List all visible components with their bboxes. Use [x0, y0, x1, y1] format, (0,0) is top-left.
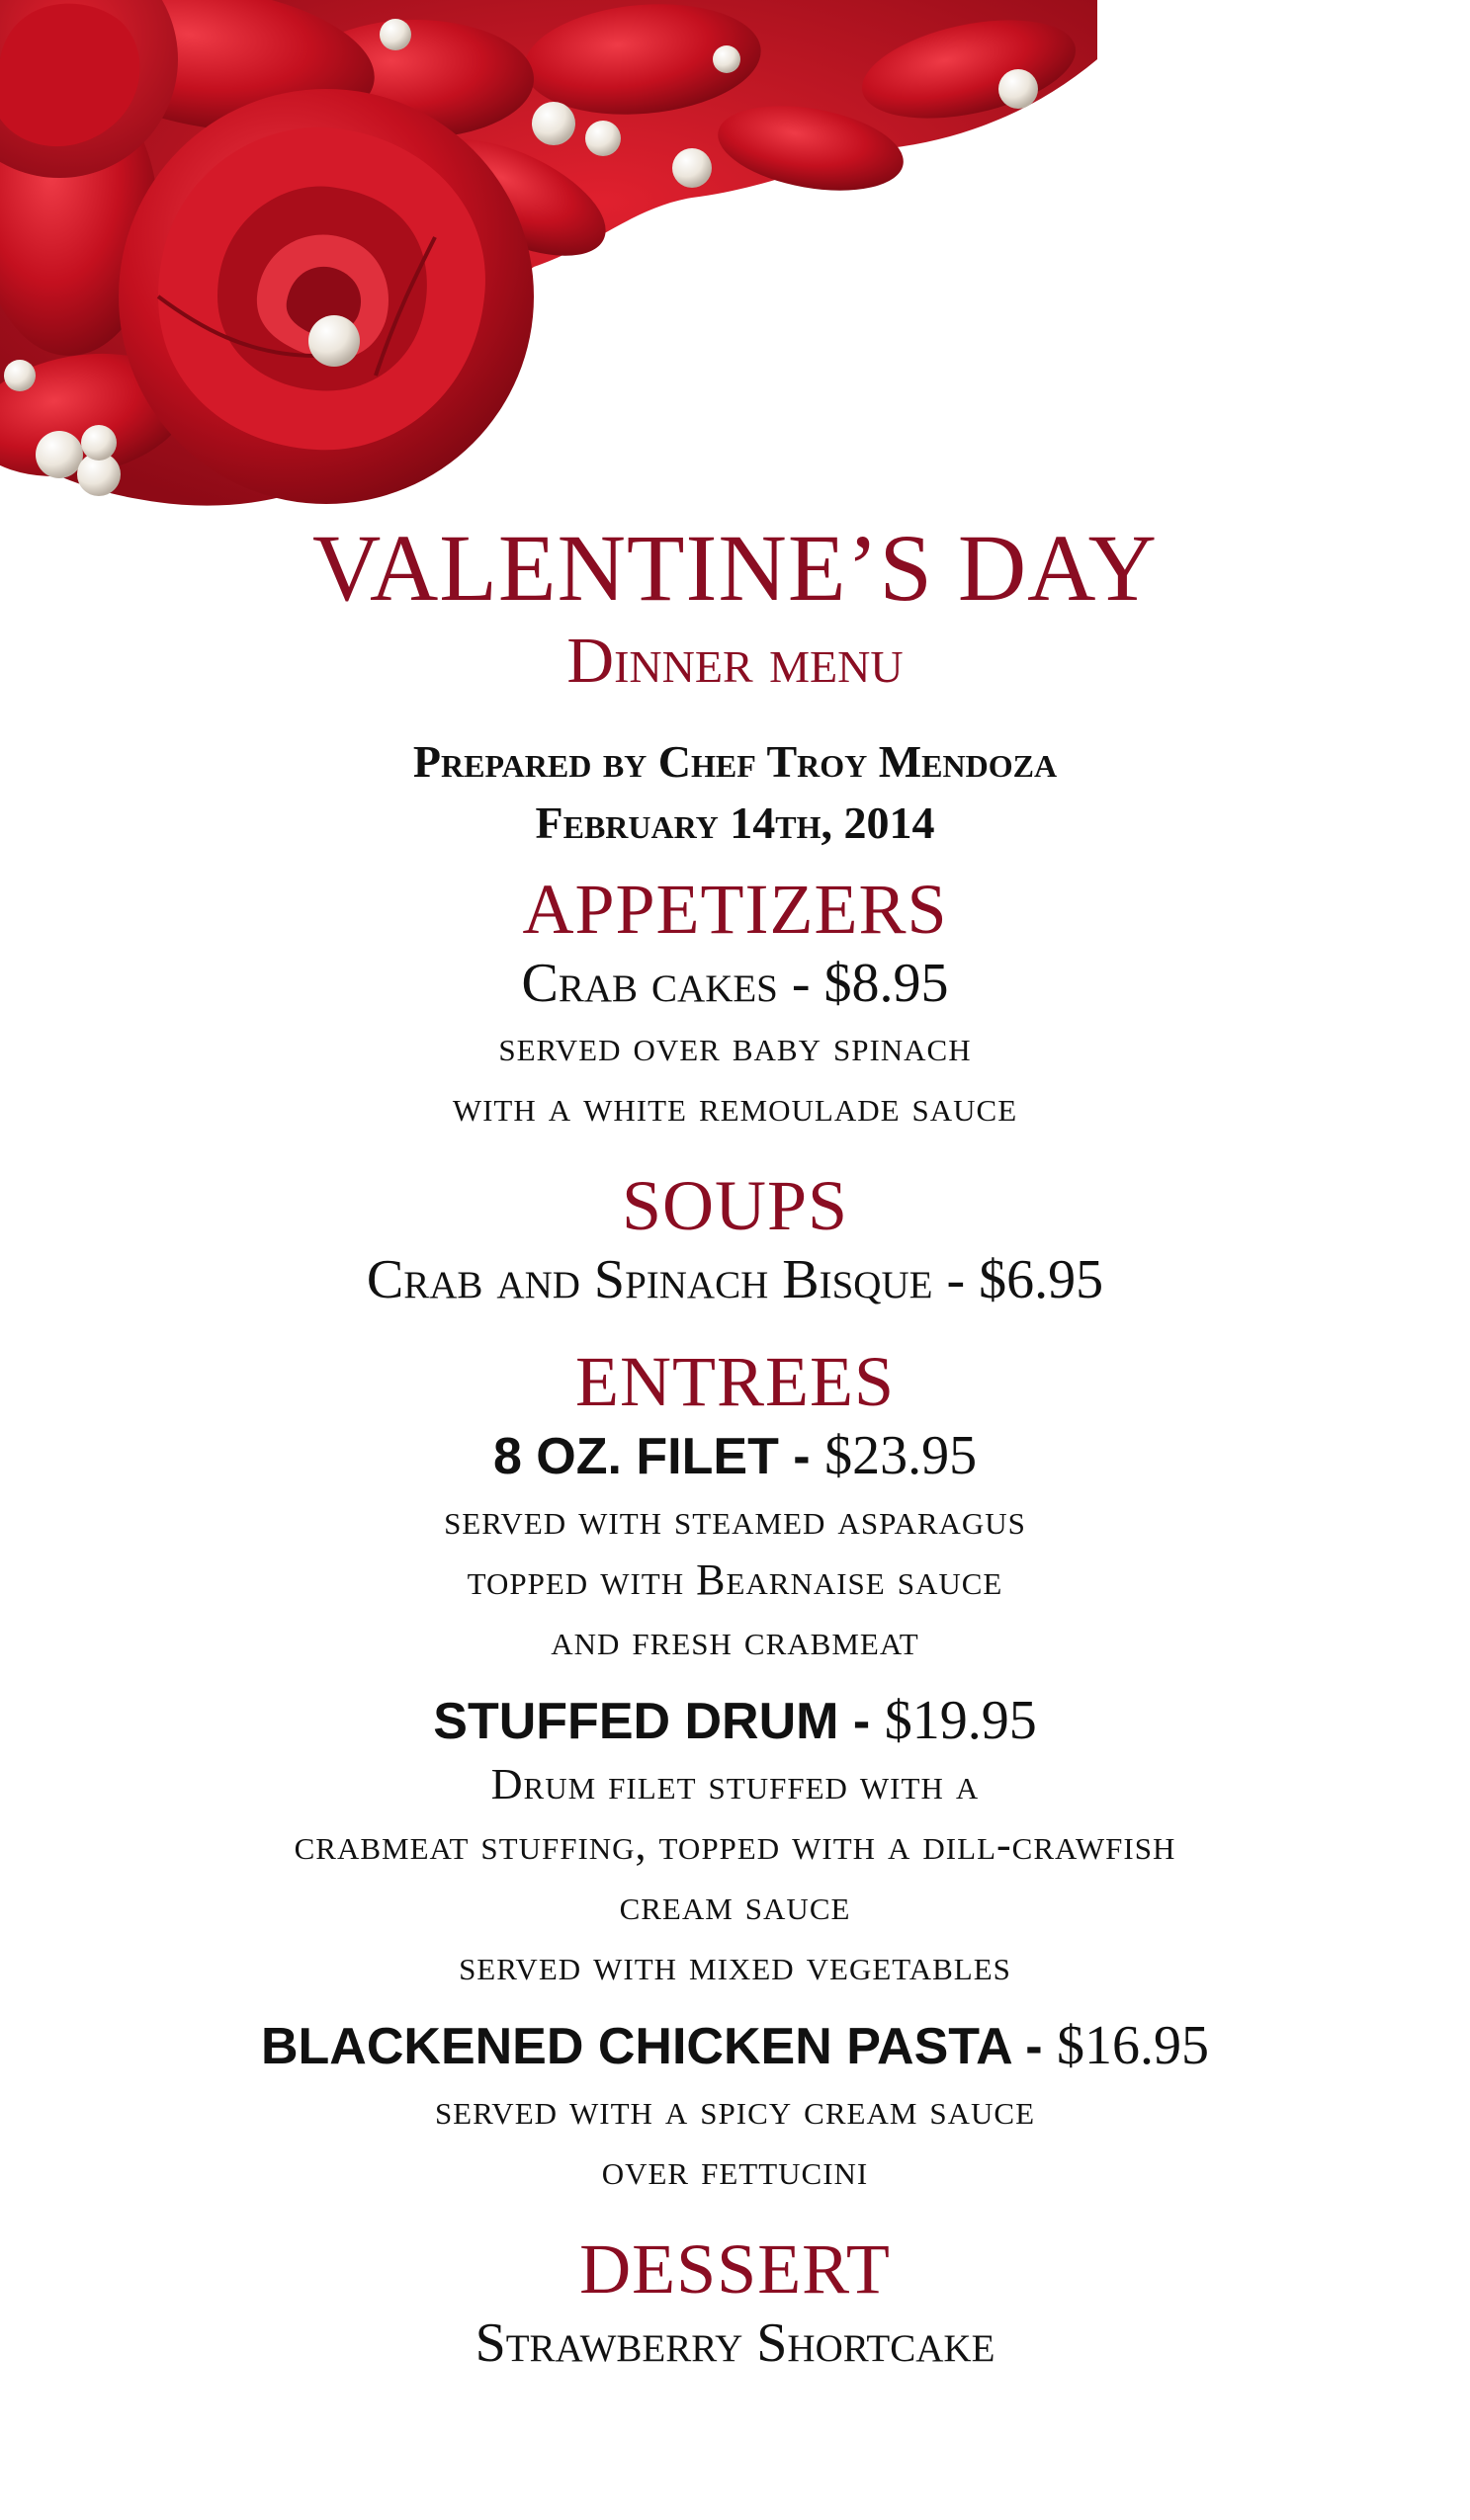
prepared-by: Prepared by Chef Troy Mendoza — [412, 736, 1058, 787]
section-entrees — [0, 1340, 1470, 2200]
section-dessert — [0, 2227, 1470, 2376]
item-description: crabmeat stuffing, topped with a dill-crawfish — [294, 1820, 1176, 1869]
item-separator: - — [932, 1249, 980, 1310]
item-name: STUFFED DRUM — [433, 1693, 839, 1750]
item-description: served with mixed vegetables — [459, 1941, 1011, 1989]
item-name: Crab cakes — [521, 953, 778, 1014]
item-description: cream sauce — [619, 1881, 851, 1929]
section-soups — [0, 1164, 1470, 1312]
item-separator: - — [838, 1693, 885, 1750]
menu-item — [0, 2013, 1470, 2079]
section-heading: SOUPS — [621, 1166, 849, 1245]
item-separator: - — [1010, 2018, 1058, 2075]
item-description: and fresh crabmeat — [551, 1616, 919, 1664]
item-description: served with steamed asparagus — [444, 1495, 1026, 1544]
item-name: 8 OZ. FILET — [492, 1428, 779, 1485]
item-name: Crab and Spinach Bisque — [366, 1249, 933, 1310]
menu-item — [0, 951, 1470, 1016]
section-heading: ENTREES — [575, 1342, 895, 1421]
item-price: $6.95 — [979, 1249, 1104, 1310]
chef-info — [0, 731, 1470, 854]
menu-item — [0, 1247, 1470, 1312]
item-price: $23.95 — [824, 1425, 978, 1486]
item-price: $16.95 — [1057, 2015, 1210, 2076]
menu-item — [0, 2310, 1470, 2376]
item-name: Strawberry Shortcake — [475, 2312, 995, 2374]
item-description: Drum filet stuffed with a — [490, 1760, 980, 1808]
item-separator: - — [778, 1428, 825, 1485]
section-heading: DESSERT — [579, 2229, 891, 2309]
menu-item — [0, 1423, 1470, 1489]
menu-item — [0, 1688, 1470, 1754]
item-description: topped with Bearnaise sauce — [467, 1555, 1003, 1604]
item-price: $8.95 — [823, 953, 949, 1014]
item-price: $19.95 — [884, 1690, 1037, 1751]
menu-date: February 14th, 2014 — [535, 798, 935, 848]
item-description: served over baby spinach — [498, 1022, 972, 1070]
menu-content — [0, 514, 1470, 2376]
item-separator: - — [777, 953, 824, 1014]
menu-subtitle: Dinner menu — [566, 625, 904, 697]
item-description: over fettucini — [601, 2145, 869, 2194]
item-name: BLACKENED CHICKEN PASTA — [260, 2018, 1011, 2075]
section-heading: APPETIZERS — [522, 870, 948, 949]
menu-title: VALENTINE’S DAY — [312, 515, 1158, 621]
item-description: with a white remoulade sauce — [452, 1082, 1018, 1131]
section-appetizers — [0, 868, 1470, 1136]
red-roses-and-pearls-image — [0, 0, 1097, 534]
item-description: served with a spicy cream sauce — [434, 2085, 1036, 2134]
